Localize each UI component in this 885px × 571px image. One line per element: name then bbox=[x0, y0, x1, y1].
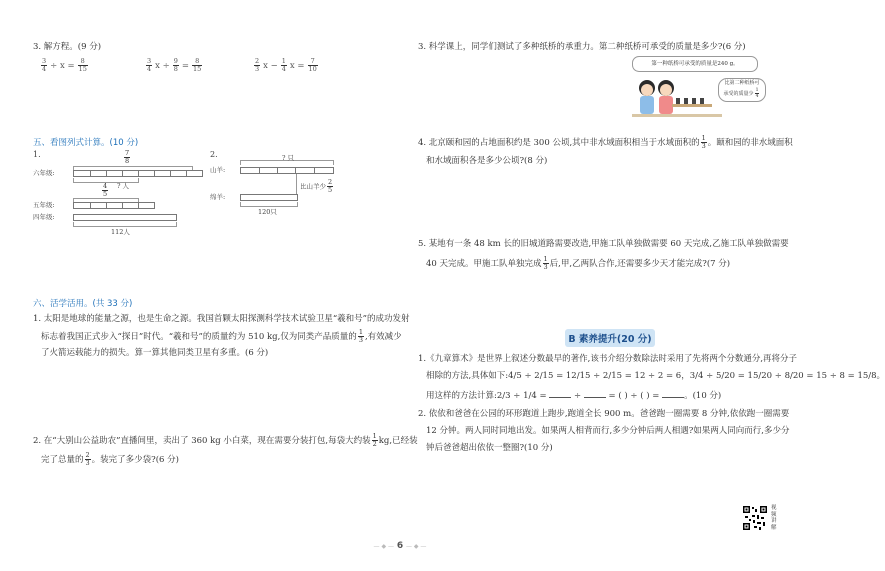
diagram-1-total: 112人 bbox=[111, 228, 130, 236]
kids-illustration bbox=[632, 56, 762, 124]
problem-1-line-1: 1. 太阳是地球的能量之源，也是生命之源。我国首颗太阳探测科学技术试验卫星“羲和号”的成功发射 bbox=[33, 314, 410, 324]
b1-line-2: 相除的方法,具体如下:4/5 ÷ 2/15 = 12/15 ÷ 2/15 = 12 ÷ 2 = 6，3/4 ÷ 5/20 = 15/20 ÷ 8/20 = 15 ÷ 8 = 15/8。 bbox=[426, 371, 885, 381]
grade5-bar bbox=[73, 202, 155, 209]
equation-3: $\frac{2}{3}$ x − $\frac{1}{4}$ x = $\frac{7}{10}$ bbox=[255, 57, 317, 73]
speech-bubble-2: 比第二种纸桥可 承受的质量少 $\frac{1}{4}$ bbox=[718, 78, 766, 102]
b2-line-1: 2. 依依和爸爸在公园的环形跑道上跑步,跑道全长 900 m。爸爸跑一圈需要 8 分钟,依依跑一圈需要 bbox=[418, 409, 790, 419]
sheep-label: 山羊: bbox=[210, 166, 226, 174]
qr-code-icon bbox=[742, 505, 768, 531]
diagram-2-less-label: 比山羊少 $\frac{2}{5}$ bbox=[300, 178, 333, 194]
grade4-bar bbox=[73, 214, 177, 221]
problem-1-line-2: 标志着我国正式步入“探日”时代。“羲和号”的质量约为 510 kg,仅为同类产品质量的 $\frac{1}{3}$ ,有效减少 bbox=[41, 328, 402, 344]
q3-title: 3. 解方程。(9 分) bbox=[33, 42, 102, 52]
goat-label: 绵羊: bbox=[210, 193, 226, 201]
problem-1-line-3: 了火箭运载能力的损失。算一算其他同类卫星有多重。(6 分) bbox=[41, 348, 269, 358]
qr-code[interactable] bbox=[742, 505, 768, 531]
diagram-2 bbox=[210, 150, 340, 220]
section-6-title: 六、活学活用。(共 33 分) bbox=[33, 299, 133, 309]
grade6-label: 六年级: bbox=[33, 169, 55, 177]
section-5-title: 五、看图列式计算。(10 分) bbox=[33, 138, 139, 148]
q4-line-2: 和水域面积各是多少公顷?(8 分) bbox=[426, 156, 548, 166]
equation-2: $\frac{3}{4}$ x ÷ $\frac{9}{8}$ = $\frac{8}{15}$ bbox=[147, 57, 202, 73]
diagram-1-question: ? 人 bbox=[117, 182, 130, 190]
q4-line-1: 4. 北京颐和园的占地面积约是 300 公顷,其中非水域面积相当于水域面积的 $\frac{1}{3}$ 。颐和园的非水域面积 bbox=[418, 134, 793, 150]
diagram-2-number: 2. bbox=[210, 150, 218, 159]
qr-label: 视频讲解 bbox=[771, 505, 777, 531]
b2-line-3: 钟后爸爸超出依依一整圈?(10 分) bbox=[426, 443, 553, 453]
problem-2-line-2: 完了总量的 $\frac{2}{3}$ 。装完了多少袋?(6 分) bbox=[41, 451, 179, 467]
diagram-1-top-fraction: $\frac{7}{8}$ bbox=[125, 149, 130, 165]
page-number: — ◆ — 6 — ◆ — bbox=[373, 541, 427, 551]
diagram-1 bbox=[33, 150, 203, 242]
grade4-label: 四年级: bbox=[33, 213, 55, 221]
b2-line-2: 12 分钟。两人同时同地出发。如果两人相背而行,多少分钟后两人相遇?如果两人同向而行,多少分 bbox=[426, 426, 790, 436]
q5-line-2: 40 天完成。甲施工队单独完成 $\frac{1}{3}$ 后,甲,乙两队合作,还需要多少天才能完成?(7 分) bbox=[426, 255, 731, 271]
equation-1: $\frac{3}{4}$ ÷ x = $\frac{8}{15}$ bbox=[42, 57, 87, 73]
diagram-1-mid-fraction: $\frac{4}{5}$ bbox=[103, 182, 108, 198]
children-with-paper-bridge bbox=[632, 72, 722, 124]
speech-bubble-1: 第一种纸桥可承受的质量是240 g。 bbox=[632, 56, 758, 72]
goat-bar bbox=[240, 194, 298, 201]
diagram-2-question: ? 只 bbox=[282, 154, 295, 162]
problem-2-line-1: 2. 在“大别山公益助农”直播间里，卖出了 360 kg 小白菜，现在需要分装打包,每袋大约装 $\frac{1}{2}$ kg,已经装 bbox=[33, 432, 418, 448]
b1-line-3: 用这样的方法计算:2/3 ÷ 1/4 = ÷ = ( ) ÷ ( ) = 。(10 分) bbox=[426, 388, 721, 403]
grade6-bar bbox=[73, 170, 203, 177]
diagram-2-total: 120只 bbox=[258, 208, 277, 216]
section-b-banner: B 素养提升(20 分) bbox=[565, 329, 655, 347]
diagram-1-number: 1. bbox=[33, 150, 41, 159]
q3-right: 3. 科学课上，同学们测试了多种纸桥的承重力。第二种纸桥可承受的质量是多少?(6 分) bbox=[418, 42, 746, 52]
grade5-label: 五年级: bbox=[33, 201, 55, 209]
b1-line-1: 1.《九章算术》是世界上叙述分数最早的著作,该书介绍分数除法时采用了先将两个分数通分,再将分子 bbox=[418, 354, 798, 364]
diagram-2-divider bbox=[296, 174, 297, 196]
sheep-bar bbox=[240, 167, 334, 174]
q5-line-1: 5. 某地有一条 48 km 长的旧城道路需要改造,甲施工队单独做需要 60 天完成,乙施工队单独做需要 bbox=[418, 239, 789, 249]
